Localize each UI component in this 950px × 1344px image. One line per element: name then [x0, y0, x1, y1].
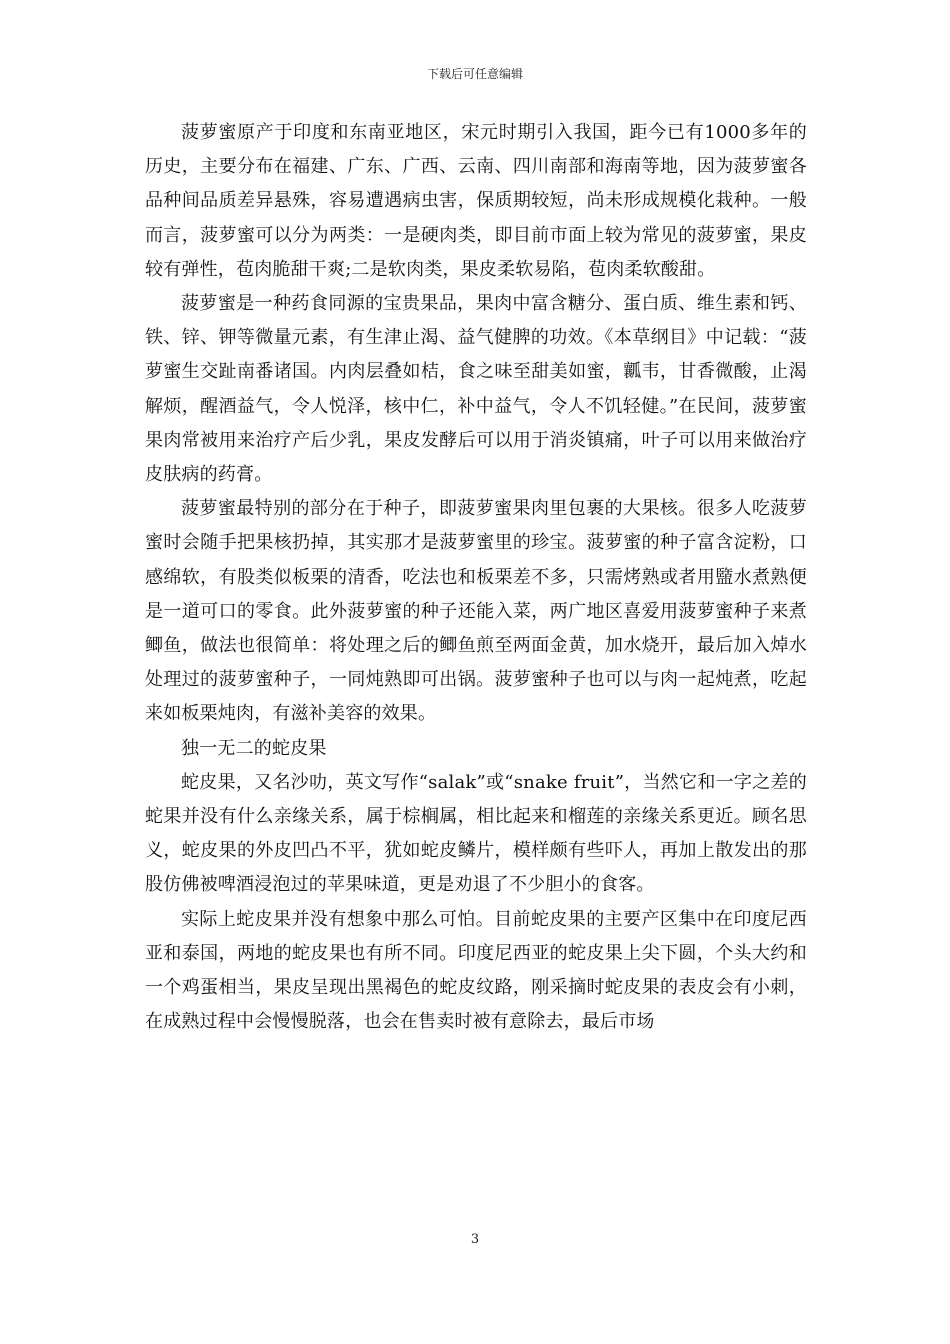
paragraph-jackfruit-origin: 菠萝蜜原产于印度和东南亚地区，宋元时期引入我国，距今已有1000多年的历史，主要分布在福建、广东、广西、云南、四川南部和海南等地，因为菠萝蜜各品种间品质差异悬殊，容易遭遇病虫害，保质期较短，尚未形成规模化栽种。一般而言，菠萝蜜可以分为两类：一是硬肉类，即目前市面上较为常见的菠萝蜜，果皮较有弹性，苞肉脆甜干爽;二是软肉类，果皮柔软易陷，苞肉柔软酸甜。	[145, 122, 807, 280]
document-body	[145, 116, 807, 1039]
section-heading-snake-fruit: 独一无二的蛇皮果	[181, 737, 327, 759]
page-header: 下载后可任意编辑	[426, 67, 523, 81]
page-number: 3	[470, 1232, 480, 1247]
paragraph-snake-fruit-regions: 实际上蛇皮果并没有想象中那么可怕。目前蛇皮果的主要产区集中在印度尼西亚和泰国，两地的蛇皮果也有所不同。印度尼西亚的蛇皮果上尖下圆，个头大约和一个鸡蛋相当，果皮呈现出黑褐色的蛇皮纹路，刚采摘时蛇皮果的表皮会有小刺，在成熟过程中会慢慢脱落，也会在售卖时被有意除去，最后市场	[145, 908, 807, 1033]
paragraph-jackfruit-seeds: 菠萝蜜最特别的部分在于种子，即菠萝蜜果肉里包裹的大果核。很多人吃菠萝蜜时会随手把果核扔掉，其实那才是菠萝蜜里的珍宝。菠萝蜜的种子富含淀粉，口感绵软，有股类似板栗的清香，吃法也和板栗差不多，只需烤熟或者用盬水煮熟便是一道可口的零食。此外菠萝蜜的种子还能入菜，两广地区喜爱用菠萝蜜种子来煮鲫鱼，做法也很简单：将处理之后的鲫鱼煎至两面金黄，加水烧开，最后加入焯水处理过的菠萝蜜种子，一同炖熟即可出锅。菠萝蜜种子也可以与肉一起炖煮，吃起来如板栗炖肉，有滋补美容的效果。	[145, 498, 807, 725]
paragraph-jackfruit-medicinal: 菠萝蜜是一种药食同源的宝贵果品，果肉中富含糖分、蛋白质、维生素和钙、铁、锌、钾等微量元素，有生津止渴、益气健脾的功效。《本草纲目》中记载：“菠萝蜜生交趾南番诸国。内肉层叠如桔，食之味至甜美如蜜，瓤韦，甘香微酸，止渴解烦，醒酒益气，令人悦泽，核中仁，补中益气，令人不饥轻健。”在民间，菠萝蜜果肉常被用来治疗产后少乳，果皮发酵后可以用于消炎镇痛，叶子可以用来做治疗皮肤病的药膏。	[145, 293, 807, 486]
paragraph-snake-fruit-intro: 蛇皮果，又名沙叻，英文写作“salak”或“snake fruit”，当然它和一字之差的蛇果并没有什么亲缘关系，属于棕榈属，相比起来和榴莲的亲缘关系更近。顾名思义，蛇皮果的外皮凹凸不平，犹如蛇皮鳞片，模样颇有些吓人，再加上散发出的那股仿佛被啤酒浸泡过的苹果味道，更是劝退了不少胆小的食客。	[145, 771, 807, 896]
